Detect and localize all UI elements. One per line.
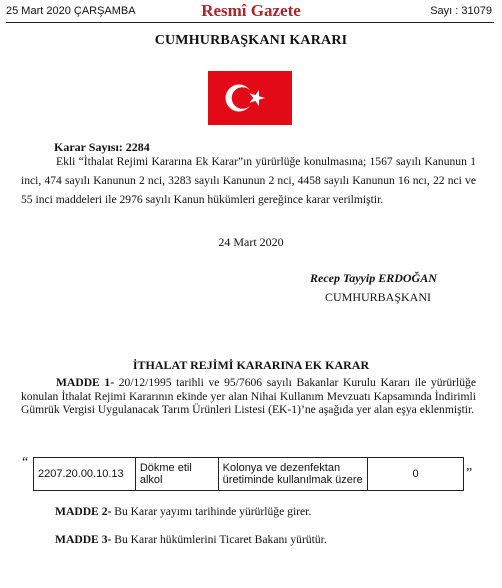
header-issue-number: Sayı : 31079 bbox=[430, 5, 492, 17]
gazette-title: Resmî Gazete bbox=[201, 1, 301, 20]
quote-close: ” bbox=[466, 466, 473, 481]
decision-number: Karar Sayısı: 2284 bbox=[54, 140, 150, 154]
article-2-text: Bu Karar yayımı tarihinde yürürlüğe girer. bbox=[111, 505, 312, 518]
article-1-label: MADDE 1- bbox=[56, 376, 115, 389]
article-2 bbox=[55, 505, 311, 518]
turkish-flag-icon bbox=[208, 71, 292, 125]
table-cell-code: 2207.20.00.10.13 bbox=[34, 458, 136, 491]
article-3 bbox=[55, 533, 327, 546]
header-date: 25 Mart 2020 ÇARŞAMBA bbox=[6, 5, 136, 17]
table-cell-description: Dökme etil alkol bbox=[135, 458, 218, 491]
signer-name: Recep Tayyip ERDOĞAN bbox=[310, 271, 437, 285]
article-3-label: MADDE 3- bbox=[55, 533, 112, 546]
table-row bbox=[34, 458, 464, 491]
signer-title: CUMHURBAŞKANI bbox=[325, 290, 432, 304]
article-1 bbox=[21, 376, 476, 417]
article-1-text: 20/12/1995 tarihli ve 95/7606 sayılı Bakanlar Kurulu Kararı ile yürürlüğe konulan İthalat Rejimi Kararının ekinde yer alan Nihai Kullanım Mevzuatı Kapsamında İndirimli Gümrük Vergisi Uygulanacak Tarım Ürünleri Listesi (EK-1)’ne aşağıda yer alan eşya eklenmiştir. bbox=[21, 376, 476, 416]
decision-title: CUMHURBAŞKANI KARARI bbox=[154, 33, 348, 48]
decision-date: 24 Mart 2020 bbox=[218, 235, 284, 249]
table-cell-usage: Kolonya ve dezenfektan üretiminde kullanılmak üzere bbox=[218, 458, 368, 491]
decision-paragraph: Ekli “İthalat Rejimi Kararına Ek Karar”ın yürürlüğe konulmasına; 1567 sayılı Kanunun 1 inci, 474 sayılı Kanunun 2 nci, 3283 sayılı Kanunun 2 nci, 4458 sayılı Kanunun 16 ncı, 22 nci ve 55 inci maddeleri ile 2976 sayılı Kanun hükümleri gereğince karar verilmiştir. bbox=[21, 155, 476, 206]
article-3-text: Bu Karar hükümlerini Ticaret Bakanı yürütür. bbox=[111, 533, 327, 546]
quote-open: “ bbox=[22, 455, 29, 470]
annex-table bbox=[33, 457, 464, 491]
table-cell-rate: 0 bbox=[368, 458, 464, 491]
header-divider bbox=[6, 22, 494, 23]
article-2-label: MADDE 2- bbox=[55, 505, 112, 518]
annex-title: İTHALAT REJİMİ KARARINA EK KARAR bbox=[132, 358, 370, 372]
